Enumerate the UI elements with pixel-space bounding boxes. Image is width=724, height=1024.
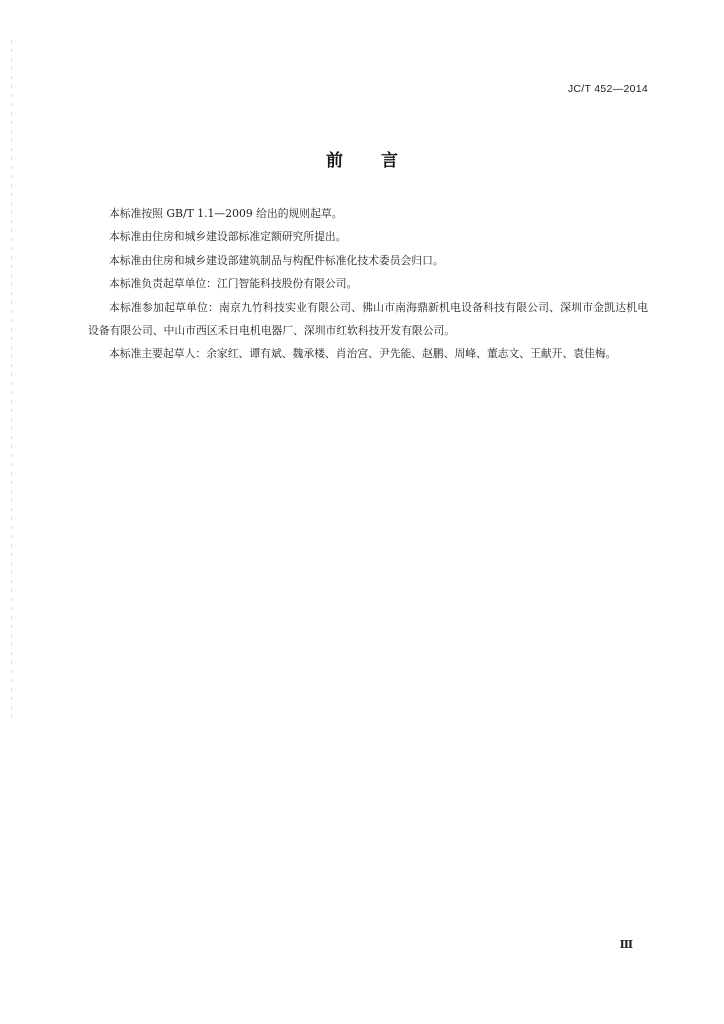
title-char-1: 前: [326, 151, 343, 171]
paragraph-drafting-rules: 本标准按照 GB/T 1.1—2009 给出的规则起草。: [109, 207, 343, 220]
paragraph-lead-drafter: 本标准负责起草单位：江门智能科技股份有限公司。: [109, 277, 358, 291]
document-code: JC/T 452—2014: [567, 83, 648, 95]
page-number: Ⅲ: [619, 938, 633, 951]
page-title: [0, 146, 724, 171]
title-char-2: 言: [381, 151, 398, 171]
paragraph-technical-committee: 本标准由住房和城乡建设部建筑制品与构配件标准化技术委员会归口。: [109, 253, 444, 267]
paragraph-main-drafters: 本标准主要起草人：余家红、谭有斌、魏承楼、肖治宫、尹先能、赵鹏、周峰、董志文、王献开、袁佳梅。: [109, 347, 617, 361]
paragraph-proposer: 本标准由住房和城乡建设部标准定额研究所提出。: [109, 230, 347, 244]
scan-edge-mark: [11, 40, 12, 720]
foreword-body: [88, 202, 648, 366]
paragraph-participating-drafters: 本标准参加起草单位：南京九竹科技实业有限公司、佛山市南海鼎新机电设备科技有限公司、深圳市金凯达机电设备有限公司、中山市西区禾日电机电器厂、深圳市红软科技开发有限公司。: [88, 300, 648, 338]
